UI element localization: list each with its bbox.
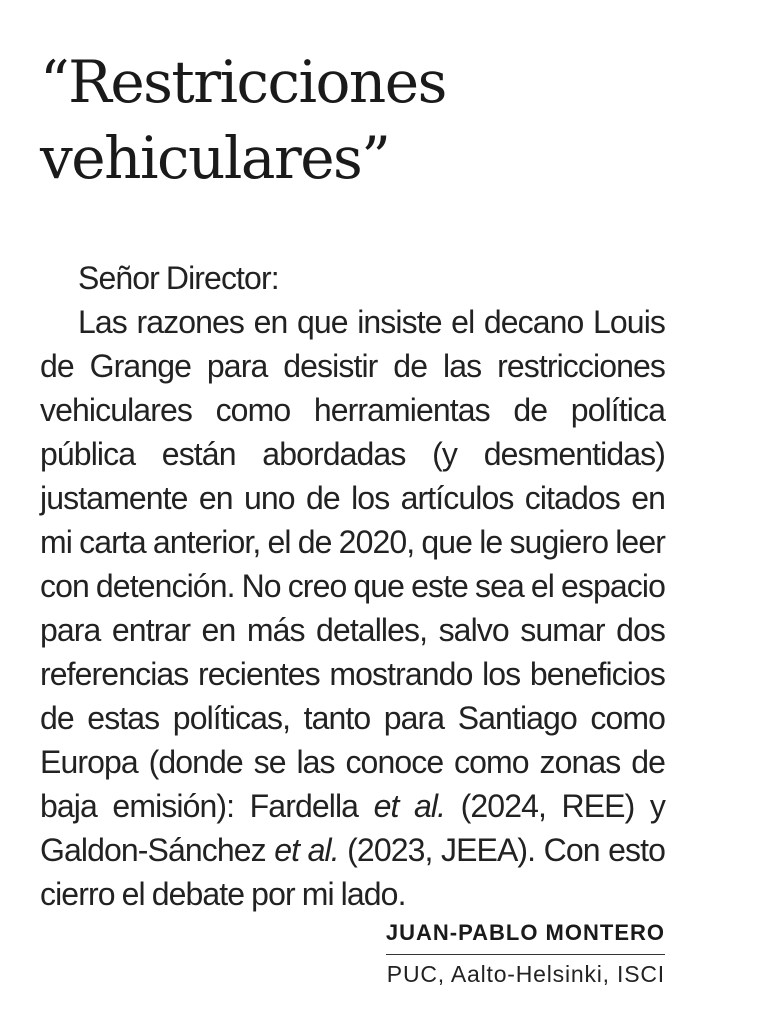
headline-line-2: vehiculares”	[40, 124, 390, 192]
headline	[40, 44, 665, 196]
letter-body	[40, 256, 665, 916]
letter	[40, 44, 665, 916]
body-text-1: Las razones en que insiste el decano Louis de Grange para desistir de las restricciones vehiculares como herramientas de política pública están abordadas (y desmentidas) justamente en uno de los artículos citados en mi carta anterior, el de 2020, que le sugiero leer con detención. No creo que este sea el espacio para entrar en más detalles, salvo sumar dos referencias recientes mostrando los beneficios de estas políticas, tanto para Santiago como Europa (donde se las conoce como zonas de baja emisión): Fardella	[40, 304, 665, 824]
body-paragraph	[40, 300, 665, 916]
body-text-3: (2023, JEEA). Con esto cierro el debate por mi lado.	[40, 832, 665, 912]
headline-line-1: “Restricciones	[40, 48, 446, 116]
salutation: Señor Director:	[78, 260, 279, 296]
body-text-2: (2024, REE) y Galdon-Sánchez	[40, 788, 665, 868]
signature	[386, 920, 665, 988]
et-al-2: et al.	[274, 832, 339, 868]
et-al-1: et al.	[373, 788, 446, 824]
signature-affiliation: PUC, Aalto-Helsinki, ISCI	[386, 961, 665, 987]
signature-name: JUAN-PABLO MONTERO	[386, 920, 665, 955]
